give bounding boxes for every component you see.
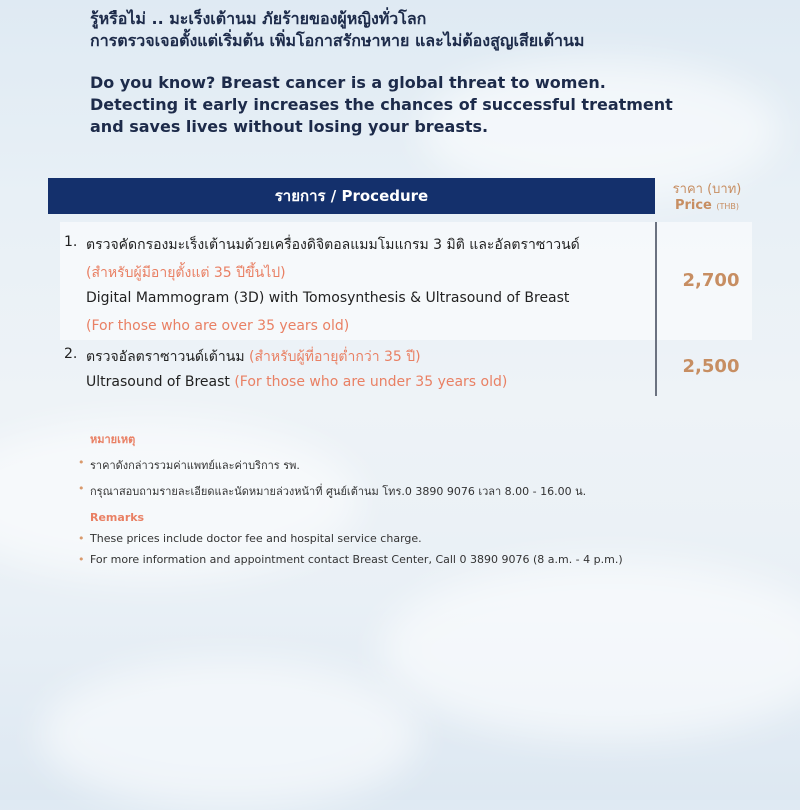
row-english-title: Ultrasound of Breast — [86, 374, 230, 390]
notes-thai-item: • ราคาดังกล่าวรวมค่าแพทย์และค่าบริการ รพ. — [78, 456, 586, 474]
notes-english-item: • For more information and appointment contact Breast Center, Call 0 3890 9076 (8 a.m. - 4 p.m.) — [78, 553, 623, 566]
row-number: 2. — [64, 346, 78, 362]
price-header — [655, 182, 759, 215]
price-header-label: Price — [674, 198, 712, 213]
row-thai-note: (สำหรับผู้มีอายุตั้งแต่ 35 ปีขึ้นไป) — [86, 265, 286, 281]
row-number: 1. — [64, 234, 78, 250]
row-price: 2,700 — [682, 270, 740, 291]
intro-en-line-3: and saves lives without losing your breasts. — [90, 117, 489, 136]
price-header-english — [655, 198, 759, 215]
row-thai-note: (สำหรับผู้ที่อายุต่ำกว่า 35 ปี) — [249, 349, 421, 365]
row-english-note: (For those who are under 35 years old) — [234, 374, 508, 390]
intro-en-line-1: Do you know? Breast cancer is a global threat to women. — [90, 73, 606, 92]
notes-thai — [78, 430, 586, 500]
notes-english — [78, 511, 623, 566]
row-price: 2,500 — [682, 356, 740, 377]
intro-thai-line-1: รู้หรือไม่ .. มะเร็งเต้านม ภัยร้ายของผู้หญิงทั่วโลก — [90, 9, 427, 28]
intro-text — [90, 8, 730, 138]
intro-en-line-2: Detecting it early increases the chances of successful treatment — [90, 95, 673, 114]
procedure-header: รายการ / Procedure — [48, 178, 655, 214]
notes-english-title: Remarks — [90, 511, 145, 524]
notes-thai-title: หมายเหตุ — [90, 433, 136, 446]
price-header-thai: ราคา (บาท) — [672, 182, 742, 197]
row-thai-title: ตรวจคัดกรองมะเร็งเต้านมด้วยเครื่องดิจิตอลแมมโมแกรม 3 มิติ และอัลตราซาวนด์ — [86, 237, 580, 253]
row-english-title: Digital Mammogram (3D) with Tomosynthesis & Ultrasound of Breast — [86, 290, 570, 306]
price-header-unit: (THB) — [716, 202, 740, 211]
notes-thai-item: • กรุณาสอบถามรายละเอียดและนัดหมายล่วงหน้าที่ ศูนย์เต้านม โทร.0 3890 9076 เวลา 8.00 - 16.00 น. — [78, 482, 586, 500]
row-thai-title: ตรวจอัลตราซาวนด์เต้านม — [86, 349, 245, 365]
notes-english-item: • These prices include doctor fee and hospital service charge. — [78, 532, 623, 545]
intro-thai-line-2: การตรวจเจอตั้งแต่เริ่มต้น เพิ่มโอกาสรักษาหาย และไม่ต้องสูญเสียเต้านม — [90, 31, 585, 50]
row-english-note: (For those who are over 35 years old) — [86, 318, 350, 334]
